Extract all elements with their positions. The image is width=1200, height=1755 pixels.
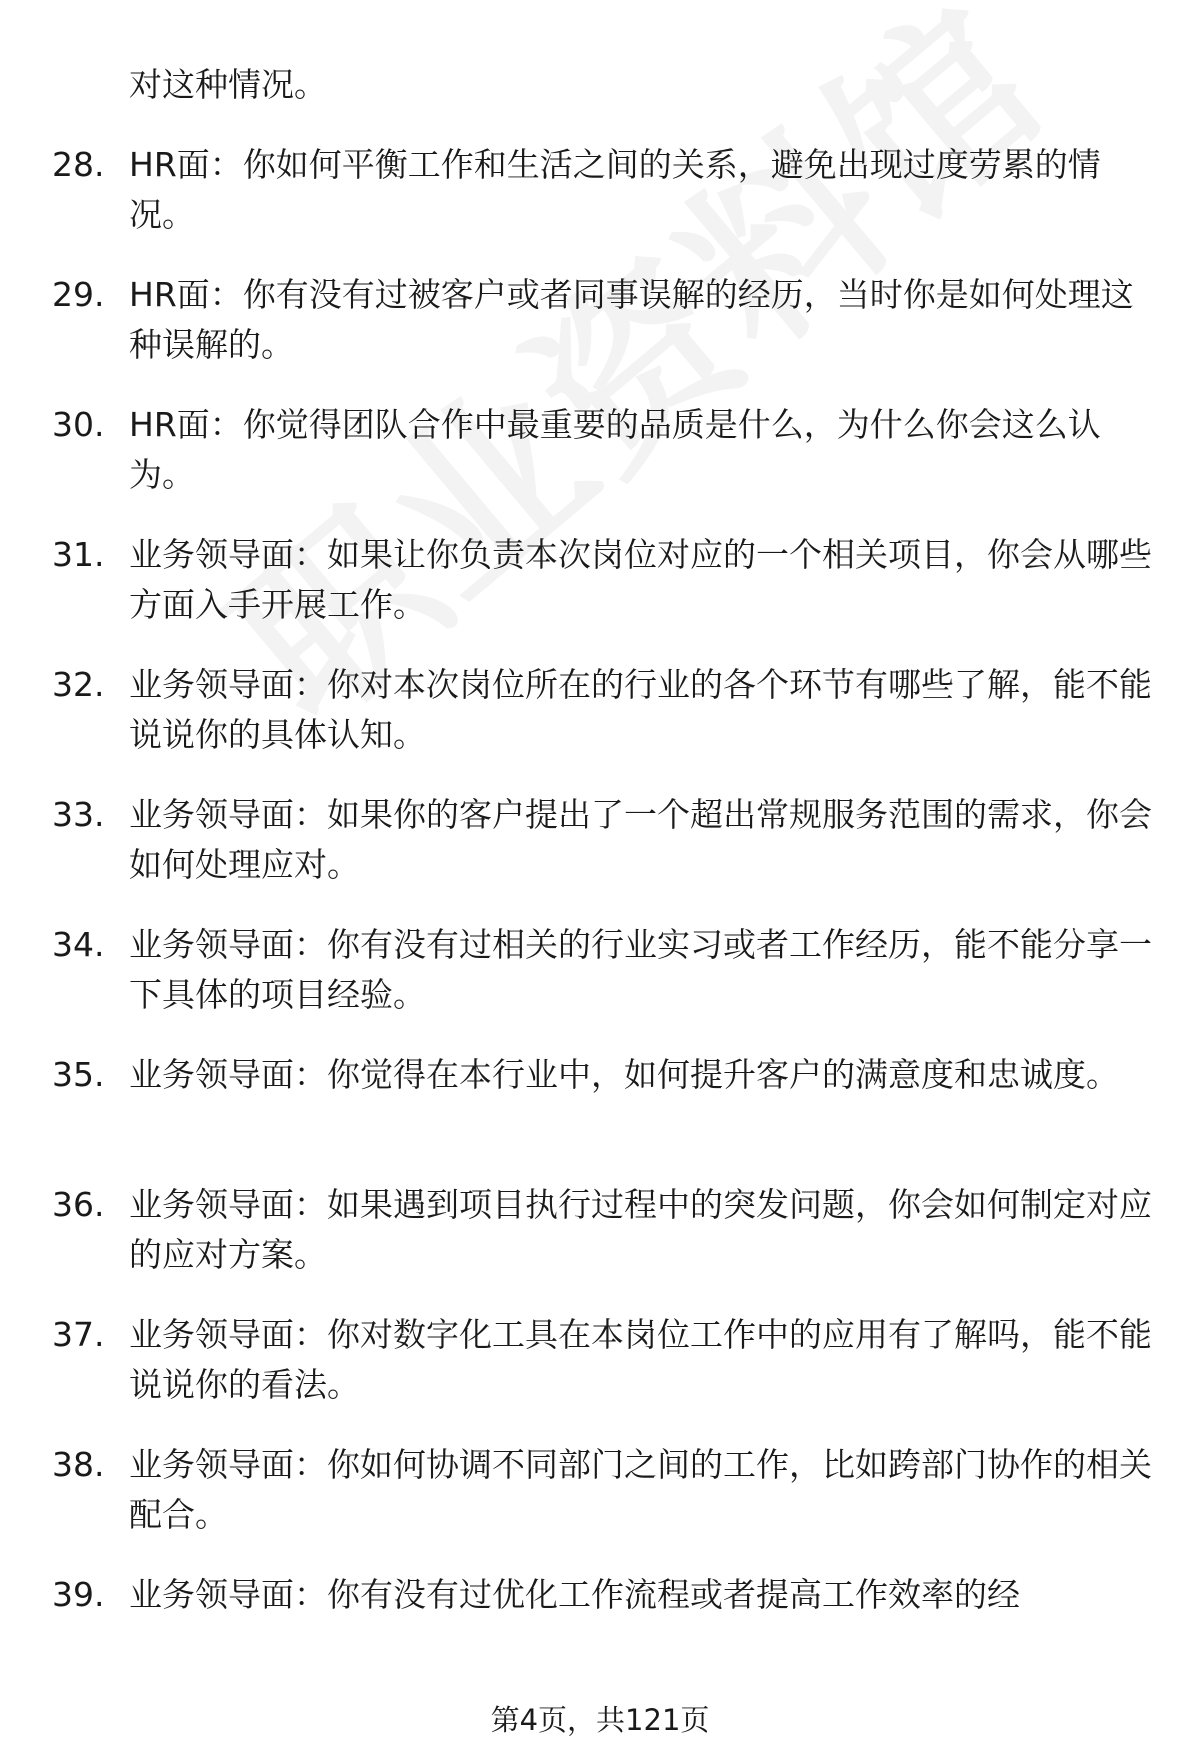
question-text: 业务领导面：你觉得在本行业中，如何提升客户的满意度和忠诚度。 (129, 1055, 1119, 1094)
question-number: 38. (52, 1445, 105, 1484)
question-item (0, 920, 1200, 1050)
question-text: HR面：你如何平衡工作和生活之间的关系，避免出现过度劳累的情况。 (129, 145, 1101, 234)
question-number: 30. (52, 405, 105, 444)
question-text: 业务领导面：如果让你负责本次岗位对应的一个相关项目，你会从哪些方面入手开展工作。 (129, 535, 1152, 624)
question-text: 业务领导面：你对本次岗位所在的行业的各个环节有哪些了解，能不能说说你的具体认知。 (129, 665, 1152, 754)
question-text: 业务领导面：如果遇到项目执行过程中的突发问题，你会如何制定对应的应对方案。 (129, 1185, 1152, 1274)
question-text: HR面：你有没有过被客户或者同事误解的经历，当时你是如何处理这种误解的。 (129, 275, 1134, 364)
question-number: 32. (52, 665, 105, 704)
question-number: 33. (52, 795, 105, 834)
question-text: 业务领导面：你对数字化工具在本岗位工作中的应用有了解吗，能不能说说你的看法。 (129, 1315, 1152, 1404)
question-text: 业务领导面：你如何协调不同部门之间的工作，比如跨部门协作的相关配合。 (129, 1445, 1152, 1534)
question-number: 39. (52, 1575, 105, 1614)
question-number: 34. (52, 925, 105, 964)
question-item (0, 790, 1200, 920)
question-text: HR面：你觉得团队合作中最重要的品质是什么，为什么你会这么认为。 (129, 405, 1101, 494)
question-number: 37. (52, 1315, 105, 1354)
question-item (0, 270, 1200, 400)
question-item (0, 400, 1200, 530)
question-number: 36. (52, 1185, 105, 1224)
question-item (0, 1570, 1200, 1700)
question-number: 29. (52, 275, 105, 314)
question-item (0, 1440, 1200, 1570)
question-text: 业务领导面：你有没有过相关的行业实习或者工作经历，能不能分享一下具体的项目经验。 (129, 925, 1152, 1014)
question-number: 31. (52, 535, 105, 574)
question-item (0, 530, 1200, 660)
question-number: 35. (52, 1055, 105, 1094)
question-item (0, 1310, 1200, 1440)
question-item (0, 660, 1200, 790)
question-text: 业务领导面：如果你的客户提出了一个超出常规服务范围的需求，你会如何处理应对。 (129, 795, 1152, 884)
question-number: 28. (52, 145, 105, 184)
question-item (0, 1050, 1200, 1180)
question-text: 业务领导面：你有没有过优化工作流程或者提高工作效率的经 (129, 1575, 1020, 1614)
question-item (0, 1180, 1200, 1310)
page-footer: 第4页，共121页 (490, 1703, 710, 1737)
question-item (0, 140, 1200, 270)
question-list (0, 140, 1200, 1700)
continued-text: 对这种情况。 (129, 65, 327, 104)
